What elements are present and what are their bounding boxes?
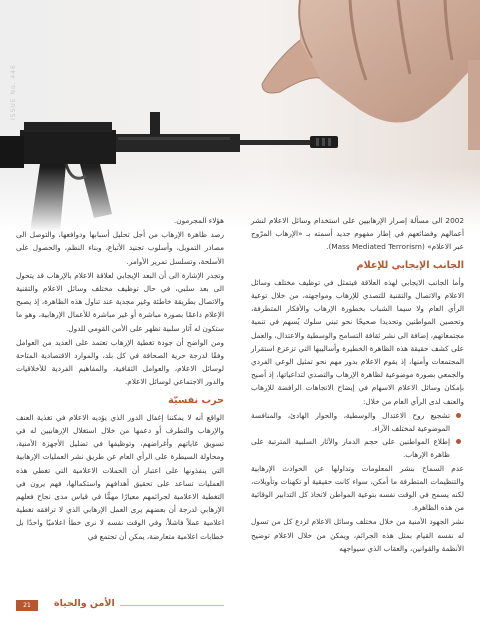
footer-rule	[120, 605, 224, 606]
body-paragraph: هؤلاء المجرمون.	[173, 216, 224, 225]
bullet-item: تشجيع روح الاعتدال والوسطية، والحوار الهادئ، والمنافسة الموضوعية لمختلف الآراء.	[251, 409, 450, 435]
left-column	[16, 214, 224, 544]
body-paragraph: رصد ظاهرة الإرهاب من أجل تحليل أسبابها ودوافعها، والتوصل الى مصادر التمويل، وأسلوب تجنيد الأتباع، وبناء النظم، والحصول على الأسلحة، وتسلسل تمرير الأوامر.	[16, 230, 224, 266]
header-photo	[0, 0, 480, 232]
body-paragraph: وأما الجانب الايجابي لهذه العلاقة فيتمثل في توظيف مختلف وسائل الاعلام والاتصال والتقنية للتصدي للإرهاب ومواجهته، من خلال توعية الرأي العام ولا سيما الشباب بخطورة الإرهاب والأفكار المتطرفة، وتحصين المواطنين وتحديدا صحيحًا نحو تبني سلوك يُسهم في تنمية مجتمعاتهم، إضافة الى نشر ثقافة التسامح والوسطية والاعتدال، والعمل على كشف حقيقة هذه الظاهرة الخطيرة وأساليبها التي تزعزع استقرار المجتمعات وأمنها، إذ يقوم الاعلام بدور مهم نحو تمثيل الوعي الفردي والجمعي بصورة موضوعية لظاهرة الإرهاب والتصدي لتداعياتها، إذ أصبح بإمكان وسائل الاعلام الاسهام في إيضاح الاتجاهات الرافضة للإرهاب والعنف لدى الرأي العام من خلال:	[251, 277, 464, 406]
section-heading-positive: الجانب الإيجابي للإعلام	[356, 259, 464, 271]
body-paragraph: الواقع أنه لا يمكننا إغفال الدور الذي يؤديه الاعلام في تغذية العنف والإرهاب والتطرف أو دعمها من خلال استغلال الإرهابيين له في تسويق غاياتهم وأغراضهم، وتوظيفها في تضليل الأجهزة الأمنية، ومحاولة السيطرة على الرأي العام عن طريق نشر العمليات الإرهابية التي ينفذونها على اعتبار أن الحملات الاعلامية التي تغطي هذه العمليات تساعد على تحقيق أهدافهم واستكمالها، فهم يرون في التغطية الاعلامية لجرائمهم معيارًا مهمًّا في قياس مدى نجاح فعلهم الإرهابي لدرجة أن بعضهم يرى العمل الإرهابي الذي لا ترافقه تغطية اعلامية عملاً فاشلاً، وفي الوقت نفسه لا نرى خطأ اعلاميًا واحدًا بل خطابات اعلامية متعارضة، يمكن أن تجتمع في	[16, 412, 224, 541]
page-number: 21	[16, 600, 38, 611]
right-column	[251, 214, 464, 556]
body-paragraph: عدم السماح بنشر المعلومات وتداولها عن الحوادث الإرهابية والتنظيمات المتطرفة ما أمكن، سواء كانت حقيقية أو تكهنات وتأويلات، لكنه يسمح في الوقت نفسه بتوعية المواطن لاتخاذ كل التدابير الوقائية من هذه الظاهرة.	[251, 463, 464, 513]
body-paragraph: وتجدر الإشارة الى أن البعد الإيجابي لعلاقة الاعلام بالإرهاب قد يتحول الى بعد سلبي، في حال توظيف مختلف وسائل الاعلام والتقنية والاتصال بطريقة خاطئة وغير مجدية عند تناول هذه الظاهرة، إذ يصبح الإعلام داعمًا بصورة مباشرة أو غير مباشرة للأعمال الإرهابية، وهو ما ستكون له آثار سلبية تظهر على الأمن القومي للدول.	[16, 270, 224, 333]
bullet-list	[251, 409, 464, 462]
section-heading-psychological-war: حرب نفسيّة	[168, 394, 224, 406]
magazine-name: الأمن والحياة	[54, 598, 115, 609]
issue-number: ISSUE No. 446	[10, 64, 17, 120]
rifle-and-hand-illustration	[0, 0, 480, 232]
body-paragraph: ومن الواضح أن جودة تغطية الإرهاب تعتمد على العديد من العوامل وفقًا لدرجة حرية الصحافة في كل بلد، والموارد الاقتصادية المتاحة لوسائل الاعلام، والعوامل الثقافية، والمفاهيم الفردية للأخلاقيات والدور الاجتماعي لوسائل الاعلام.	[16, 337, 224, 387]
issue-label	[10, 60, 20, 120]
page-footer	[0, 597, 480, 617]
bullet-item: إطلاع المواطنين على حجم الدمار والآثار السلبية المترتبة على ظاهرة الإرهاب.	[251, 435, 450, 461]
intro-paragraph: 2002 الى مسألة إصرار الإرهابيين على استخدام وسائل الاعلام لنشر أعمالهم وفضائعهم في إطار مفهوم جديد أسمته بـ «الإرهاب المرّوج عبر الاعلام» (Mass Mediated Terrorism).	[251, 216, 464, 252]
body-paragraph: نشر الجهود الأمنية من خلال مختلف وسائل الاعلام لردع كل من تسول له نفسه القيام بمثل هذه الجرائم، ويمكن من خلال الاعلام توضيح الأنظمة والقوانين، والعقاب الذي سيواجهه	[251, 517, 464, 553]
